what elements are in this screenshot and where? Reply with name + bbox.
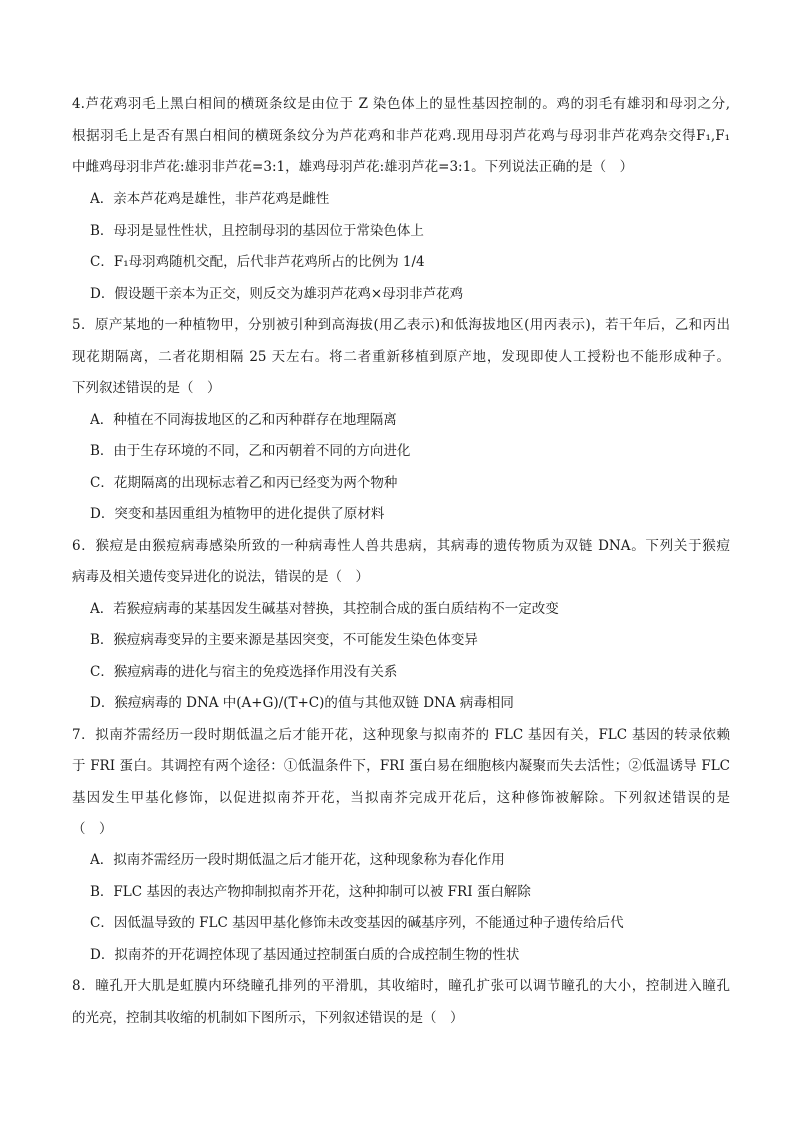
question-5-stem-line: 5．原产某地的一种植物甲，分别被引种到高海拔(用乙表示)和低海拔地区(用丙表示)，若干年后，乙和丙出 — [72, 317, 730, 333]
question-6-option-C: C．猴痘病毒的进化与宿主的免疫选择作用没有关系 — [90, 664, 398, 680]
question-5-option-B: B．由于生存环境的不同，乙和丙朝着不同的方向进化 — [90, 443, 411, 459]
question-6-stem-line: 病毒及相关遗传变异进化的说法，错误的是（ ） — [72, 569, 369, 585]
question-6-stem-line: 6．猴痘是由猴痘病毒感染所致的一种病毒性人兽共患病，其病毒的遗传物质为双链 DNA。下列关于猴痘 — [72, 538, 730, 554]
question-5-stem-line: 现花期隔离，二者花期相隔 25 天左右。将二者重新移植到原产地，发现即使人工授粉也不能形成种子。 — [72, 349, 730, 365]
question-8-stem-line: 的光亮，控制其收缩的机制如下图所示，下列叙述错误的是（ ） — [72, 1010, 464, 1026]
question-5-option-A: A．种植在不同海拔地区的乙和丙种群存在地理隔离 — [90, 412, 397, 428]
question-6-option-D: D．猴痘病毒的 DNA 中(A+G)/(T+C)的值与其他双链 DNA 病毒相同 — [90, 695, 514, 711]
question-5-stem-line: 下列叙述错误的是（ ） — [72, 380, 221, 396]
question-8-stem-line: 8．瞳孔开大肌是虹膜内环绕瞳孔排列的平滑肌，其收缩时，瞳孔扩张可以调节瞳孔的大小，控制进入瞳孔 — [72, 978, 730, 994]
question-7-stem-line: （ ） — [72, 821, 113, 837]
question-7-option-D: D．拟南芥的开花调控体现了基因通过控制蛋白质的合成控制生物的性状 — [90, 947, 520, 963]
question-6-option-B: B．猴痘病毒变异的主要来源是基因突变，不可能发生染色体变异 — [90, 632, 478, 648]
question-4-stem-line: 根据羽毛上是否有黑白相间的横斑条纹分为芦花鸡和非芦花鸡.现用母羽芦花鸡与母羽非芦花鸡杂交得F₁,F₁ — [72, 128, 730, 144]
question-7-stem-line: 基因发生甲基化修饰，以促进拟南芥开花，当拟南芥完成开花后，这种修饰被解除。下列叙述错误的是 — [72, 790, 730, 806]
question-7-option-A: A．拟南芥需经历一段时期低温之后才能开花，这种现象称为春化作用 — [90, 852, 505, 868]
question-4-stem-line: 4.芦花鸡羽毛上黑白相间的横斑条纹是由位于 Z 染色体上的显性基因控制的。鸡的羽毛有雄羽和母羽之分, — [72, 96, 730, 112]
question-4-stem-line: 中雌鸡母羽非芦花:雄羽非芦花=3:1，雄鸡母羽芦花:雄羽芦花=3:1。下列说法正确的是（ ） — [72, 159, 634, 175]
question-5-option-C: C．花期隔离的出现标志着乙和丙已经变为两个物种 — [90, 475, 398, 491]
question-7-stem-line: 7．拟南芥需经历一段时期低温之后才能开花，这种现象与拟南芥的 FLC 基因有关，FLC 基因的转录依赖 — [72, 727, 730, 743]
question-7-option-B: B．FLC 基因的表达产物抑制拟南芥开花，这种抑制可以被 FRI 蛋白解除 — [90, 884, 531, 900]
question-4-option-A: A．亲本芦花鸡是雄性，非芦花鸡是雌性 — [90, 191, 330, 207]
question-4-option-D: D．假设题干亲本为正交，则反交为雄羽芦花鸡×母羽非芦花鸡 — [90, 286, 464, 302]
question-4-option-C: C．F₁母羽鸡随机交配，后代非芦花鸡所占的比例为 1/4 — [90, 254, 425, 270]
question-7-stem-line: 于 FRI 蛋白。其调控有两个途径：①低温条件下，FRI 蛋白易在细胞核内凝聚而失去活性；②低温诱导 FLC — [72, 758, 730, 774]
question-7-option-C: C．因低温导致的 FLC 基因甲基化修饰未改变基因的碱基序列，不能通过种子遗传给后代 — [90, 915, 624, 931]
question-5-option-D: D．突变和基因重组为植物甲的进化提供了原材料 — [90, 506, 385, 522]
question-4-option-B: B．母羽是显性性状，且控制母羽的基因位于常染色体上 — [90, 223, 424, 239]
question-6-option-A: A．若猴痘病毒的某基因发生碱基对替换，其控制合成的蛋白质结构不一定改变 — [90, 601, 559, 617]
